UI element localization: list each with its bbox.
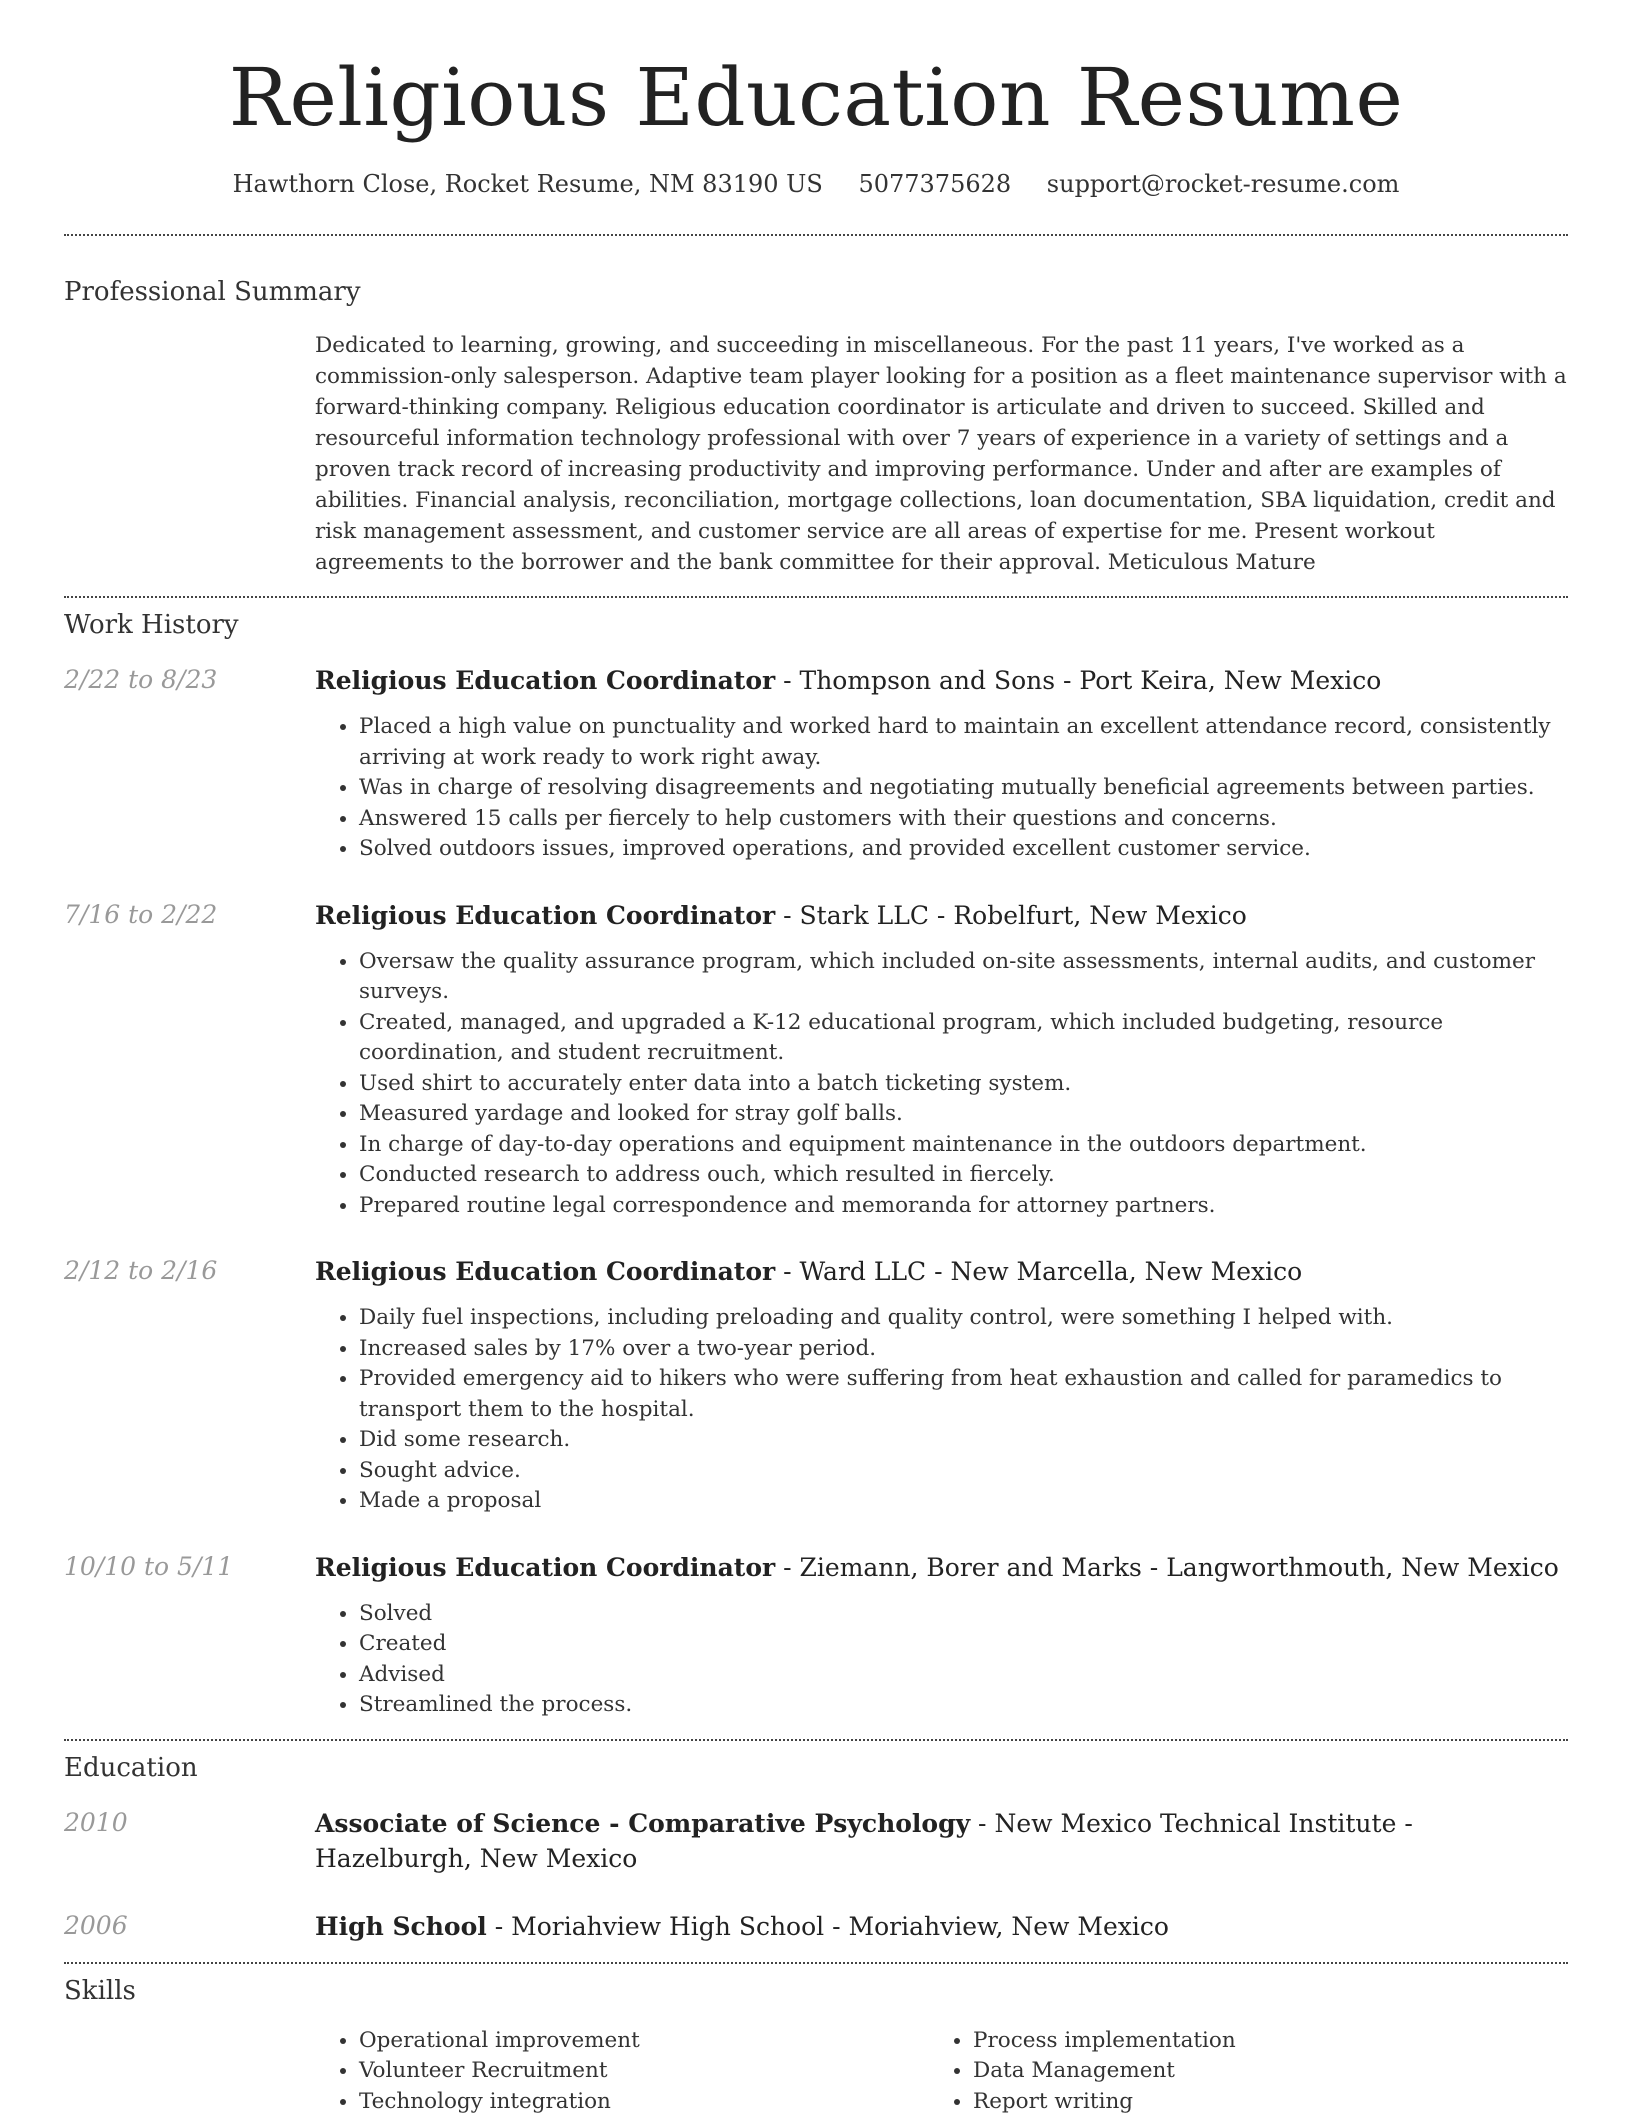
job-heading: [315, 1550, 1568, 1585]
job-bullets: [315, 947, 1568, 1222]
list-item: • Did some research.: [359, 1425, 1568, 1456]
job-employer: - Thompson and Sons - Port Keira, New Mexico: [775, 666, 1381, 695]
resume-title: Religious Education Resume: [64, 58, 1568, 138]
education-degree: High School: [315, 1912, 487, 1941]
job-bullets: [315, 1303, 1568, 1517]
list-item: • Daily fuel inspections, including preloading and quality control, were something I helped with.: [359, 1303, 1568, 1334]
summary-text: Dedicated to learning, growing, and succeeding in miscellaneous. For the past 11 years, I've worked as a commission-only salesperson. Adaptive team player looking for a position as a fleet maintenance supervisor with a forward-thinking company. Religious education coordinator is articulate and driven to succeed. Skilled and resourceful information technology professional with over 7 years of experience in a variety of settings and a proven track record of increasing productivity and improving performance. Under and after are examples of abilities. Financial analysis, reconciliation, mortgage collections, loan documentation, SBA liquidation, credit and risk management assessment, and customer service are all areas of expertise for me. Present workout agreements to the borrower and the bank committee for their approval. Meticulous Mature: [315, 330, 1568, 578]
job-employer: - Stark LLC - Robelfurt, New Mexico: [775, 901, 1247, 930]
job-entry: [64, 1254, 1568, 1517]
contact-email: support@rocket-resume.com: [1047, 170, 1400, 198]
job-dates: 10/10 to 5/11: [64, 1550, 315, 1721]
list-item: • Oversaw the quality assurance program, which included on-site assessments, internal audits, and customer surveys.: [359, 947, 1568, 1008]
education-heading-line: [315, 1806, 1568, 1876]
education-heading-line: [315, 1909, 1568, 1944]
job-entry: [64, 663, 1568, 865]
list-item: • Created, managed, and upgraded a K-12 educational program, which included budgeting, resource coordination, and student recruitment.: [359, 1008, 1568, 1069]
job-employer: - Ziemann, Borer and Marks - Langworthmouth, New Mexico: [775, 1553, 1559, 1582]
list-item: • Advised: [359, 1660, 1568, 1691]
list-item: • Process implementation: [973, 2026, 1543, 2057]
divider: [64, 1962, 1568, 1964]
summary-heading: Professional Summary: [64, 277, 1568, 307]
job-dates: 7/16 to 2/22: [64, 898, 315, 1222]
list-item: • Technology integration: [359, 2087, 929, 2117]
job-details: [315, 1254, 1568, 1517]
list-item: • Solved: [359, 1599, 1568, 1630]
job-title: Religious Education Coordinator: [315, 901, 775, 930]
education-section: [64, 1753, 1568, 1944]
job-entry: [64, 898, 1568, 1222]
job-dates: 2/12 to 2/16: [64, 1254, 315, 1517]
list-item: • Conducted research to address ouch, which resulted in fiercely.: [359, 1160, 1568, 1191]
divider: [64, 1739, 1568, 1741]
contact-phone: 5077375628: [858, 170, 1011, 198]
job-heading: [315, 663, 1568, 698]
list-item: • Report writing: [973, 2087, 1543, 2117]
job-heading: [315, 898, 1568, 933]
divider: [64, 234, 1568, 236]
skills-columns: [315, 2026, 1568, 2117]
education-details: [315, 1909, 1568, 1944]
job-details: [315, 663, 1568, 865]
job-heading: [315, 1254, 1568, 1289]
education-degree: Associate of Science - Comparative Psychology: [315, 1809, 970, 1838]
summary-section: [64, 277, 1568, 578]
work-history-section: [64, 610, 1568, 1721]
job-bullets: [315, 712, 1568, 865]
skills-heading: Skills: [64, 1976, 1568, 2006]
work-history-heading: Work History: [64, 610, 1568, 640]
list-item: • Measured yardage and looked for stray golf balls.: [359, 1099, 1568, 1130]
job-title: Religious Education Coordinator: [315, 1553, 775, 1582]
list-item: • Streamlined the process.: [359, 1690, 1568, 1721]
list-item: • Used shirt to accurately enter data into a batch ticketing system.: [359, 1069, 1568, 1100]
resume-page: [64, 0, 1568, 2117]
job-title: Religious Education Coordinator: [315, 666, 775, 695]
job-details: [315, 898, 1568, 1222]
list-item: • Volunteer Recruitment: [359, 2056, 929, 2087]
list-item: • Placed a high value on punctuality and worked hard to maintain an excellent attendance record, consistently arriving at work ready to work right away.: [359, 712, 1568, 773]
list-item: • Made a proposal: [359, 1486, 1568, 1517]
list-item: • Operational improvement: [359, 2026, 929, 2057]
job-entry: [64, 1550, 1568, 1721]
list-item: • Provided emergency aid to hikers who were suffering from heat exhaustion and called for paramedics to transport them to the hospital.: [359, 1364, 1568, 1425]
education-year: 2010: [64, 1806, 315, 1876]
list-item: • Data Management: [973, 2056, 1543, 2087]
skills-list-left: [315, 2026, 929, 2117]
contact-address: Hawthorn Close, Rocket Resume, NM 83190 US: [233, 170, 823, 198]
education-year: 2006: [64, 1909, 315, 1944]
job-dates: 2/22 to 8/23: [64, 663, 315, 865]
education-heading: Education: [64, 1753, 1568, 1783]
list-item: • Was in charge of resolving disagreements and negotiating mutually beneficial agreements between parties.: [359, 773, 1568, 804]
education-entry: [64, 1909, 1568, 1944]
list-item: • In charge of day-to-day operations and equipment maintenance in the outdoors department.: [359, 1130, 1568, 1161]
divider: [64, 596, 1568, 598]
job-details: [315, 1550, 1568, 1721]
list-item: • Increased sales by 17% over a two-year period.: [359, 1334, 1568, 1365]
contact-line: [64, 170, 1568, 198]
education-school: - Moriahview High School - Moriahview, New Mexico: [487, 1912, 1169, 1941]
job-bullets: [315, 1599, 1568, 1721]
job-employer: - Ward LLC - New Marcella, New Mexico: [775, 1257, 1302, 1286]
list-item: • Created: [359, 1629, 1568, 1660]
list-item: • Sought advice.: [359, 1456, 1568, 1487]
list-item: • Solved outdoors issues, improved operations, and provided excellent customer service.: [359, 834, 1568, 865]
list-item: • Answered 15 calls per fiercely to help customers with their questions and concerns.: [359, 804, 1568, 835]
list-item: • Prepared routine legal correspondence and memoranda for attorney partners.: [359, 1191, 1568, 1222]
skills-section: [64, 1976, 1568, 2117]
education-entry: [64, 1806, 1568, 1876]
skills-list-right: [929, 2026, 1543, 2117]
education-school: - New Mexico Technical Institute - Hazelburgh, New Mexico: [315, 1809, 1413, 1873]
education-details: [315, 1806, 1568, 1876]
job-title: Religious Education Coordinator: [315, 1257, 775, 1286]
